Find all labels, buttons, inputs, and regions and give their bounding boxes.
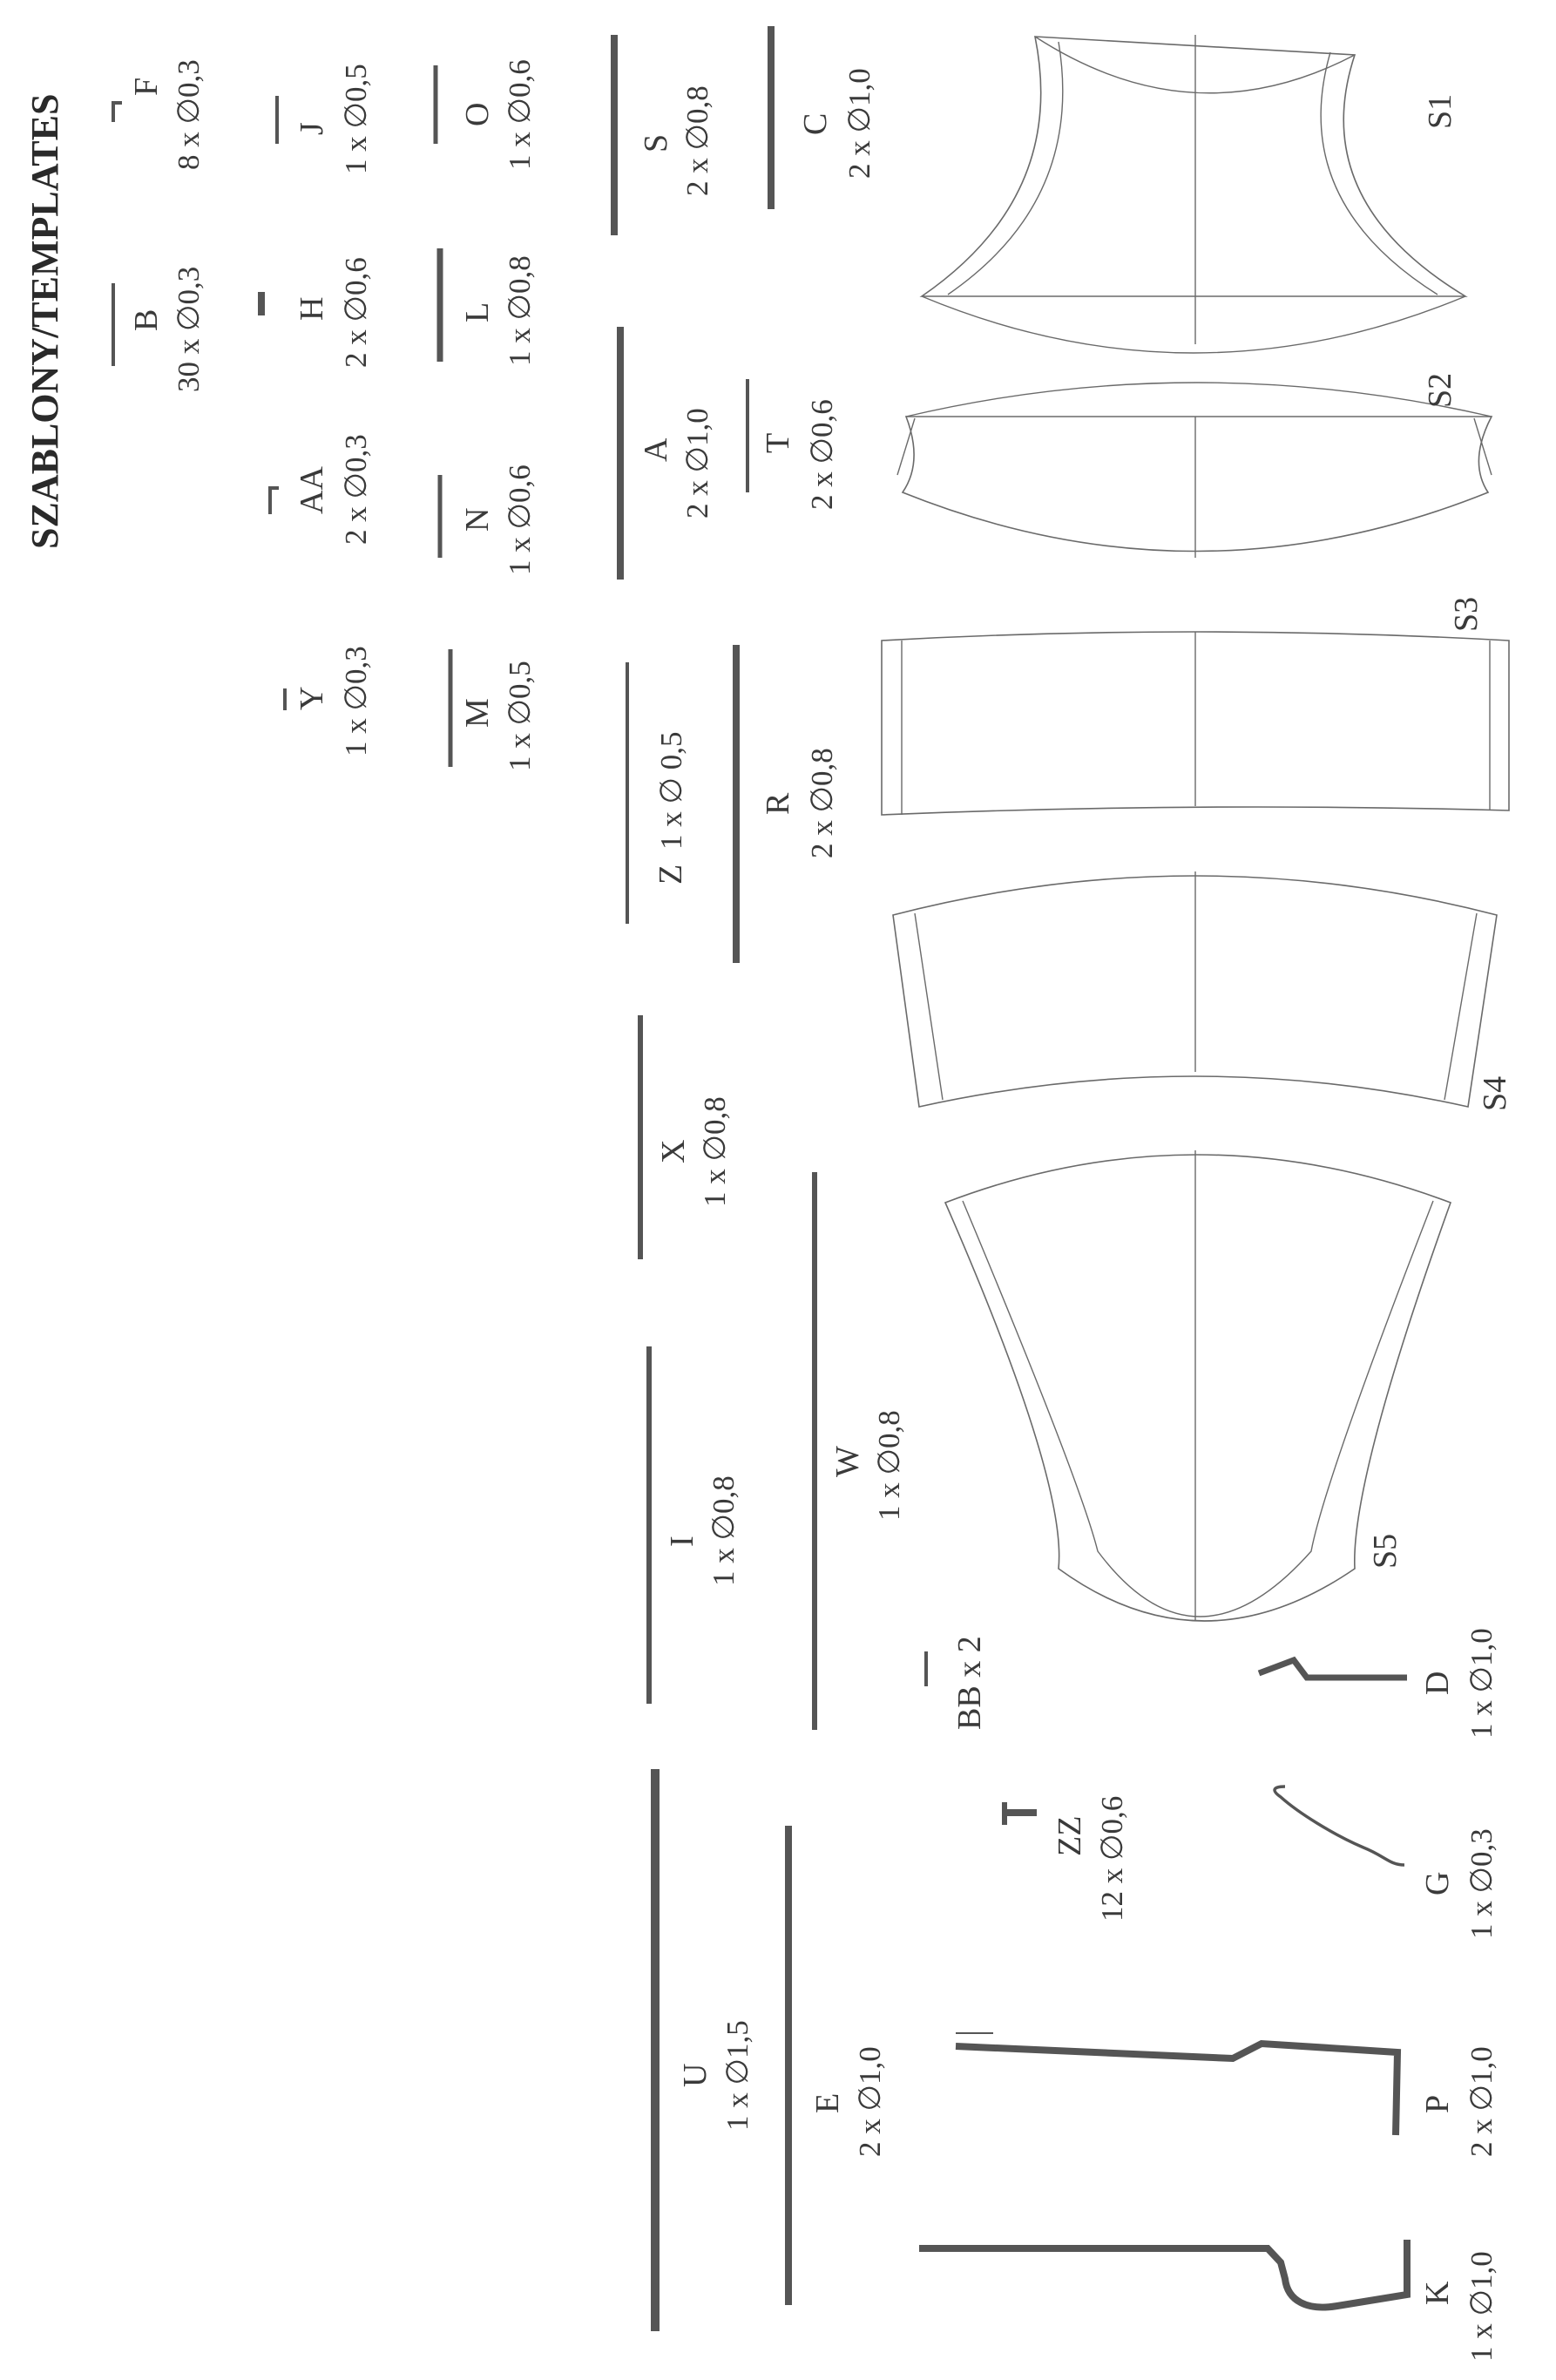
wire-t-spec: 2 x ∅0,6 xyxy=(805,399,839,510)
wire-m-spec: 1 x ∅0,5 xyxy=(503,661,537,771)
wire-r-name: R xyxy=(760,792,796,815)
wire-u-spec: 1 x ∅1,5 xyxy=(720,2020,754,2131)
wire-g-shape xyxy=(1275,1787,1404,1865)
wire-zz-spec: 12 x ∅0,6 xyxy=(1095,1795,1129,1922)
wire-o-name: O xyxy=(459,102,496,126)
wire-s-name: S xyxy=(638,133,674,153)
template-s5 xyxy=(945,1150,1451,1621)
template-s4 xyxy=(893,871,1513,1111)
wire-aa-spec: 2 x ∅0,3 xyxy=(339,434,373,545)
wire-b-name: B xyxy=(128,309,165,331)
wire-l-spec: 1 x ∅0,8 xyxy=(503,255,537,366)
wire-k-name: K xyxy=(1419,2281,1456,2305)
template-s3-label: S3 xyxy=(1448,596,1485,632)
wire-c-name: C xyxy=(797,112,834,135)
wire-c-spec: 2 x ∅1,0 xyxy=(842,68,876,179)
wire-l-name: L xyxy=(459,302,496,322)
wire-j-name: J xyxy=(294,122,330,135)
wire-n-name: N xyxy=(459,507,496,532)
wire-n-spec: 1 x ∅0,6 xyxy=(503,464,537,575)
wire-aa-name: AA xyxy=(294,466,330,514)
wire-u-name: U xyxy=(677,2063,714,2087)
wire-d-spec: 1 x ∅1,0 xyxy=(1465,1628,1498,1739)
wire-k-shape xyxy=(919,2240,1407,2308)
wire-f-bar xyxy=(113,103,122,122)
wire-a-name: A xyxy=(638,437,674,462)
wire-z-name: Z xyxy=(653,864,689,885)
wire-t-name: T xyxy=(760,432,796,453)
wire-m-name: M xyxy=(459,698,496,728)
wire-j-spec: 1 x ∅0,5 xyxy=(339,64,373,174)
wire-zz-name: ZZ xyxy=(1052,1815,1088,1856)
wire-g-name: G xyxy=(1419,1871,1456,1895)
wire-p-shape xyxy=(956,2044,1397,2135)
wire-h-spec: 2 x ∅0,6 xyxy=(339,257,373,368)
template-s1-label: S1 xyxy=(1422,93,1458,129)
wire-y-name: Y xyxy=(294,686,330,710)
wire-p-spec: 2 x ∅1,0 xyxy=(1465,2046,1498,2157)
wire-r-spec: 2 x ∅0,8 xyxy=(805,748,839,858)
wire-h-name: H xyxy=(294,296,330,321)
wire-y-spec: 1 x ∅0,3 xyxy=(339,646,373,756)
sheet-title: SZABLONY/TEMPLATES xyxy=(24,93,66,549)
wire-e-spec: 2 x ∅1,0 xyxy=(853,2046,887,2157)
wire-x-name: X xyxy=(655,1139,692,1163)
wire-d-name: D xyxy=(1419,1671,1456,1695)
wire-f-spec: 8 x ∅0,3 xyxy=(172,59,206,170)
wire-w-spec: 1 x ∅0,8 xyxy=(872,1410,906,1521)
wire-k-spec: 1 x ∅1,0 xyxy=(1465,2251,1498,2362)
wire-bb-name: BB x 2 xyxy=(951,1636,988,1730)
wire-s-spec: 2 x ∅0,8 xyxy=(680,85,714,196)
template-s2 xyxy=(897,373,1492,558)
wire-a-spec: 2 x ∅1,0 xyxy=(680,408,714,519)
wire-b-spec: 30 x ∅0,3 xyxy=(172,266,206,392)
wire-x-spec: 1 x ∅0,8 xyxy=(698,1096,732,1207)
wire-d-shape xyxy=(1259,1660,1407,1678)
wire-zz-shape xyxy=(1005,1802,1037,1825)
wire-o-spec: 1 x ∅0,6 xyxy=(503,59,537,170)
wire-i-spec: 1 x ∅0,8 xyxy=(707,1475,741,1586)
template-s4-label: S4 xyxy=(1477,1075,1513,1111)
wire-p-name: P xyxy=(1419,2094,1456,2113)
wire-w-name: W xyxy=(829,1446,866,1477)
wire-aa-bar xyxy=(270,488,279,514)
wire-g-spec: 1 x ∅0,3 xyxy=(1465,1828,1498,1939)
template-s2-label: S2 xyxy=(1422,372,1458,408)
template-s3 xyxy=(882,597,1509,815)
template-s5-label: S5 xyxy=(1367,1533,1404,1569)
wire-f-name: F xyxy=(128,77,165,96)
wire-e-name: E xyxy=(809,2092,846,2113)
template-s1 xyxy=(922,35,1465,353)
wire-z-spec: 1 x ∅ 0,5 xyxy=(654,731,688,850)
wire-i-name: I xyxy=(664,1536,700,1547)
